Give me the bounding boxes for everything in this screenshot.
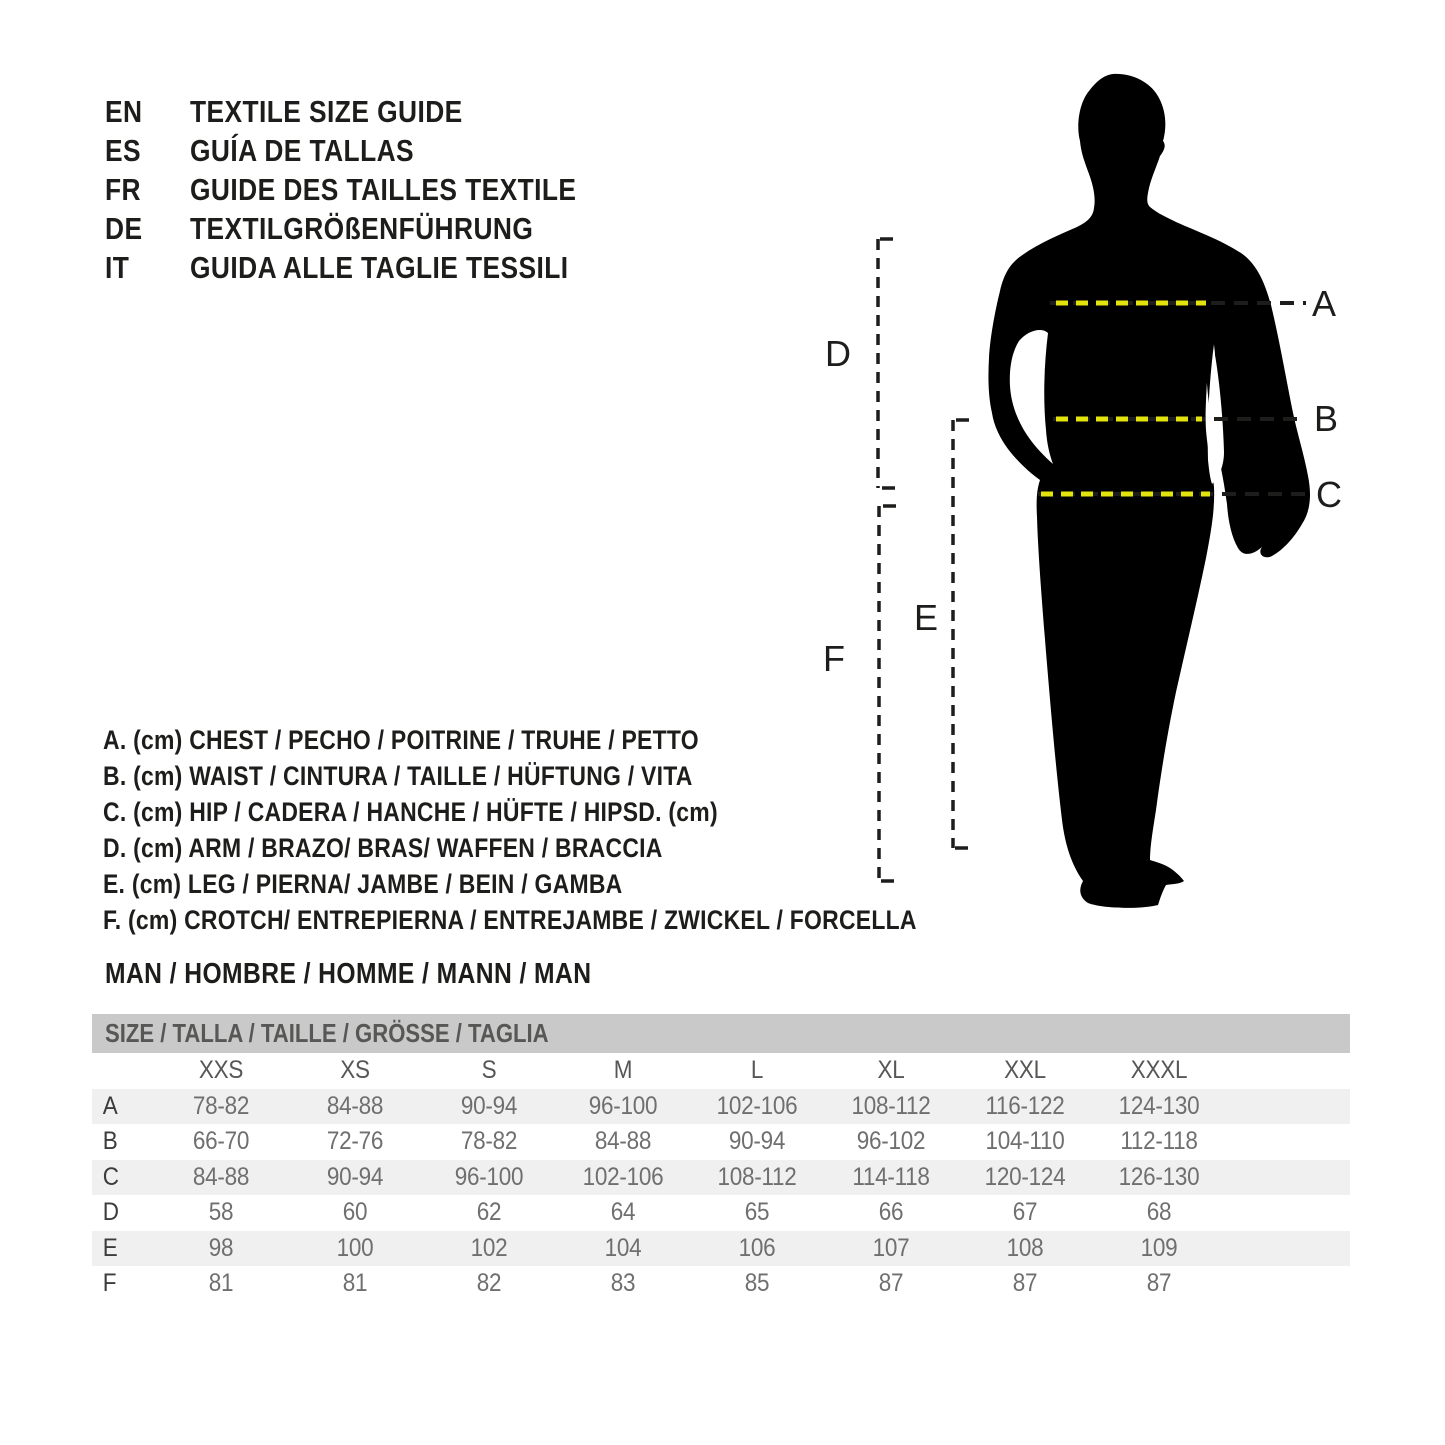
language-guide-title: GUIDA ALLE TAGLIE TESSILI xyxy=(190,249,569,285)
value-cell: 87 xyxy=(878,1269,904,1298)
value-cell: 106 xyxy=(738,1233,776,1262)
value-cell: 100 xyxy=(336,1233,374,1262)
value-cell: 102-106 xyxy=(716,1091,798,1120)
row-label: A xyxy=(102,1091,118,1120)
column-header: XS xyxy=(340,1056,370,1085)
table-row xyxy=(92,1231,1350,1267)
value-cell: 82 xyxy=(476,1269,502,1298)
table-body xyxy=(92,1089,1350,1302)
language-row xyxy=(105,209,576,248)
value-cell: 87 xyxy=(1012,1269,1038,1298)
value-cell: 83 xyxy=(610,1269,636,1298)
table-row xyxy=(92,1124,1350,1160)
language-row xyxy=(105,92,576,131)
value-cell: 78-82 xyxy=(460,1127,518,1156)
table-row xyxy=(92,1089,1350,1125)
chest-line-label: A xyxy=(1312,283,1337,324)
language-code: EN xyxy=(105,93,143,129)
value-cell: 107 xyxy=(872,1233,910,1262)
language-row xyxy=(105,248,576,287)
leg-line-label: E xyxy=(914,597,939,638)
value-cell: 62 xyxy=(476,1198,502,1227)
value-cell: 66 xyxy=(878,1198,904,1227)
man-silhouette xyxy=(988,74,1310,908)
value-cell: 81 xyxy=(208,1269,234,1298)
value-cell: 96-100 xyxy=(454,1162,524,1191)
value-cell: 81 xyxy=(342,1269,368,1298)
value-cell: 84-88 xyxy=(192,1162,250,1191)
column-header: XXL xyxy=(1004,1056,1046,1085)
value-cell: 90-94 xyxy=(326,1162,384,1191)
language-list xyxy=(105,92,576,287)
row-label: C xyxy=(102,1162,120,1191)
column-header: S xyxy=(481,1056,497,1085)
column-header: XXXL xyxy=(1130,1056,1188,1085)
value-cell: 120-124 xyxy=(984,1162,1066,1191)
legend-item: B. (cm) WAIST / CINTURA / TAILLE / HÜFTUNG / VITA xyxy=(103,761,693,791)
table-title: SIZE / TALLA / TAILLE / GRÖSSE / TAGLIA xyxy=(105,1018,549,1048)
language-guide-title: TEXTILGRÖßENFÜHRUNG xyxy=(190,210,534,246)
table-row xyxy=(92,1195,1350,1231)
value-cell: 98 xyxy=(208,1233,234,1262)
value-cell: 67 xyxy=(1012,1198,1038,1227)
value-cell: 112-118 xyxy=(1120,1127,1198,1156)
value-cell: 126-130 xyxy=(1118,1162,1200,1191)
row-label: D xyxy=(102,1198,120,1227)
value-cell: 68 xyxy=(1146,1198,1172,1227)
value-cell: 65 xyxy=(744,1198,770,1227)
legend-item: D. (cm) ARM / BRAZO/ BRAS/ WAFFEN / BRACCIA xyxy=(103,833,663,863)
language-guide-title: GUÍA DE TALLAS xyxy=(190,132,415,168)
legend-item: A. (cm) CHEST / PECHO / POITRINE / TRUHE / PETTO xyxy=(103,725,699,755)
table-row xyxy=(92,1160,1350,1196)
value-cell: 102-106 xyxy=(582,1162,664,1191)
language-guide-title: GUIDE DES TAILLES TEXTILE xyxy=(190,171,577,207)
column-header: XXS xyxy=(198,1056,244,1085)
value-cell: 84-88 xyxy=(326,1091,384,1120)
value-cell: 90-94 xyxy=(460,1091,518,1120)
arm-line-label: D xyxy=(825,333,851,374)
value-cell: 102 xyxy=(470,1233,508,1262)
legend-item: C. (cm) HIP / CADERA / HANCHE / HÜFTE / HIPSD. (cm) xyxy=(103,797,718,827)
value-cell: 104 xyxy=(604,1233,642,1262)
legend-item: E. (cm) LEG / PIERNA/ JAMBE / BEIN / GAMBA xyxy=(103,869,623,899)
crotch-line-label: F xyxy=(823,638,845,679)
value-cell: 109 xyxy=(1140,1233,1178,1262)
value-cell: 96-100 xyxy=(588,1091,658,1120)
value-cell: 90-94 xyxy=(728,1127,786,1156)
legend-item: F. (cm) CROTCH/ ENTREPIERNA / ENTREJAMBE / ZWICKEL / FORCELLA xyxy=(103,905,917,935)
value-cell: 84-88 xyxy=(594,1127,652,1156)
size-table xyxy=(92,1014,1350,1302)
column-header: L xyxy=(750,1056,764,1085)
measurement-legend xyxy=(103,722,917,938)
value-cell: 96-102 xyxy=(856,1127,926,1156)
language-guide-title: TEXTILE SIZE GUIDE xyxy=(190,93,463,129)
value-cell: 78-82 xyxy=(192,1091,250,1120)
value-cell: 66-70 xyxy=(192,1127,250,1156)
language-code: ES xyxy=(105,132,142,168)
language-code: FR xyxy=(105,171,141,207)
row-label: B xyxy=(102,1127,118,1156)
language-row xyxy=(105,131,576,170)
value-cell: 108-112 xyxy=(851,1091,931,1120)
value-cell: 124-130 xyxy=(1118,1091,1200,1120)
hip-line-label: C xyxy=(1316,474,1342,515)
value-cell: 87 xyxy=(1146,1269,1172,1298)
value-cell: 85 xyxy=(744,1269,770,1298)
value-cell: 72-76 xyxy=(326,1127,384,1156)
language-row xyxy=(105,170,576,209)
table-row xyxy=(92,1266,1350,1302)
value-cell: 64 xyxy=(610,1198,636,1227)
value-cell: 58 xyxy=(208,1198,234,1227)
table-column-header-row xyxy=(92,1053,1350,1089)
row-label: E xyxy=(102,1233,118,1262)
value-cell: 108-112 xyxy=(717,1162,797,1191)
value-cell: 114-118 xyxy=(852,1162,930,1191)
value-cell: 60 xyxy=(342,1198,368,1227)
row-label: F xyxy=(102,1269,117,1298)
value-cell: 116-122 xyxy=(985,1091,1065,1120)
category-heading: MAN / HOMBRE / HOMME / MANN / MAN xyxy=(105,958,592,990)
language-code: IT xyxy=(105,249,130,285)
value-cell: 104-110 xyxy=(985,1127,1065,1156)
column-header: M xyxy=(613,1056,633,1085)
column-header: XL xyxy=(877,1056,905,1085)
table-title-bar xyxy=(92,1014,1350,1053)
language-code: DE xyxy=(105,210,143,246)
value-cell: 108 xyxy=(1006,1233,1044,1262)
waist-line-label: B xyxy=(1314,398,1339,439)
